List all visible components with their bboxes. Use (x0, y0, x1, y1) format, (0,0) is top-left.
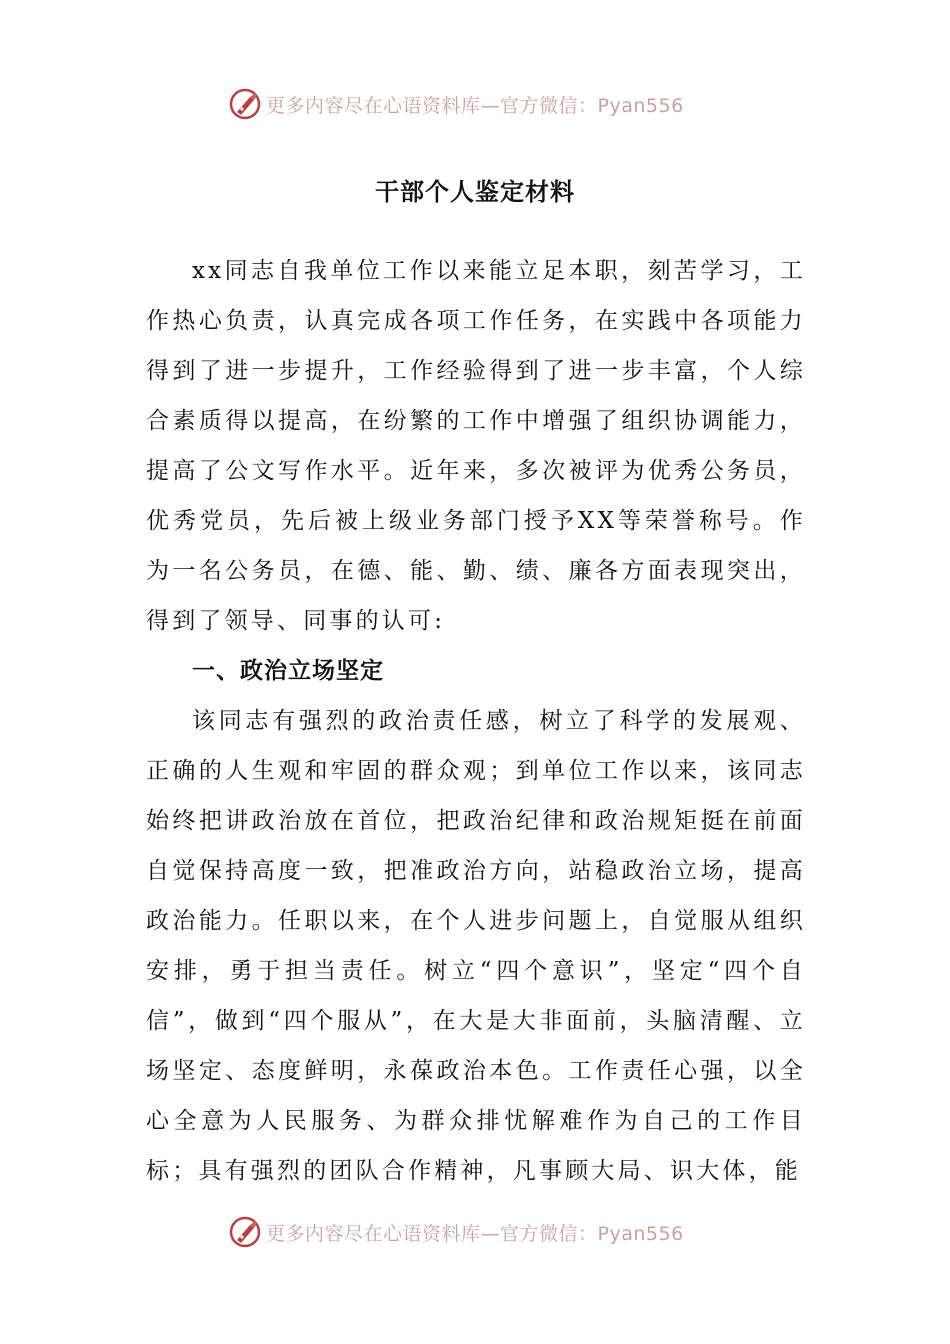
document-body (146, 246, 806, 1196)
pen-nib-circle-icon (228, 87, 262, 121)
watermark-text: 更多内容尽在心语资料库—官方微信：Pyan556 (266, 1222, 684, 1245)
document-title: 干部个人鉴定材料 (375, 177, 575, 206)
section-paragraph: 该同志有强烈的政治责任感，树立了科学的发展观、正确的人生观和牢固的群众观；到单位工作以来，该同志始终把讲政治放在首位，把政治纪律和政治规矩挺在前面自觉保持高度一致，把准政治方向，站稳政治立场，提高政治能力。任职以来，在个人进步问题上，自觉服从组织安排，勇于担当责任。树立“四个意识”，坚定“四个自信”，做到“四个服从”，在大是大非面前，头脑清醒、立场坚定、态度鲜明，永葆政治本色。工作责任心强，以全心全意为人民服务、为群众排忧解难作为自己的工作目标；具有强烈的团队合作精神，凡事顾大局、识大体，能 (146, 708, 806, 1184)
watermark-text: 更多内容尽在心语资料库—官方微信：Pyan556 (266, 94, 684, 117)
intro-paragraph: xx同志自我单位工作以来能立足本职，刻苦学习，工作热心负责，认真完成各项工作任务，在实践中各项能力得到了进一步提升，工作经验得到了进一步丰富，个人综合素质得以提高，在纷繁的工作中增强了组织协调能力，提高了公文写作水平。近年来，多次被评为优秀公务员，优秀党员，先后被上级业务部门授予XX等荣誉称号。作为一名公务员，在德、能、勤、绩、廉各方面表现突出，得到了领导、同事的认可: (146, 258, 806, 634)
pen-nib-circle-icon (228, 1215, 262, 1249)
section-heading: 一、政治立场坚定 (192, 658, 384, 684)
watermark-banner-top (228, 84, 748, 124)
watermark-banner-bottom (228, 1212, 748, 1252)
